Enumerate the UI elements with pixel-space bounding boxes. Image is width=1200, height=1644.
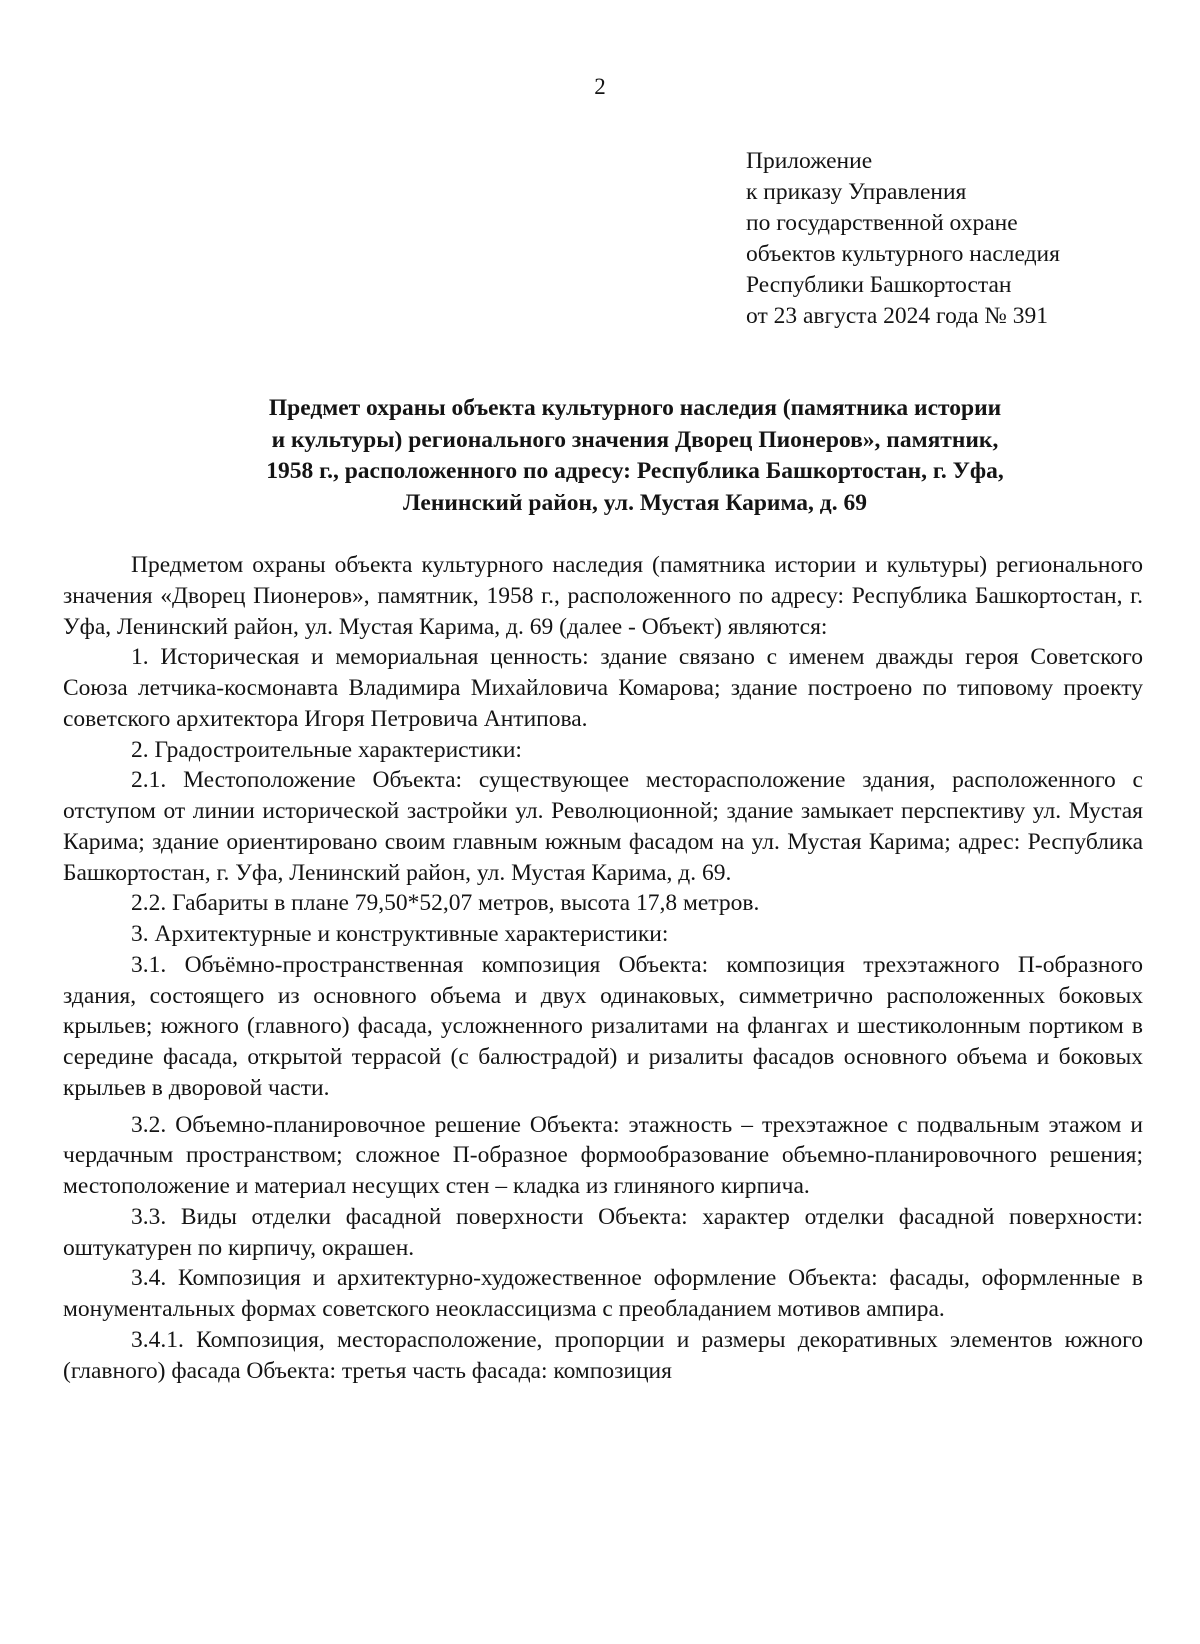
paragraph-2-1: 2.1. Местоположение Объекта: существующее месторасположение здания, расположенного с отступом от линии исторической застройки ул. Революционной; здание замыкает перспективу ул. Мустая Карима; здание ориентировано своим главным южным фасадом на ул. Мустая Карима; адрес: Республика Башкортостан, г. Уфа, Ленинский район, ул. Мустая Карима, д. 69. <box>63 767 1143 886</box>
document-title <box>150 393 1120 519</box>
appendix-line: от 23 августа 2024 года № 391 <box>746 303 1048 329</box>
paragraph-intro: Предметом охраны объекта культурного наследия (памятника истории и культуры) регионального значения «Дворец Пионеров», памятник, 1958 г., расположенного по адресу: Республика Башкортостан, г. Уфа, Ленинский район, ул. Мустая Карима, д. 69 (далее - Объект) являются: <box>63 552 1143 640</box>
page-number: 2 <box>594 74 606 99</box>
appendix-line: Приложение <box>746 148 873 174</box>
appendix-block <box>746 146 1166 332</box>
appendix-line: по государственной охране <box>746 210 1018 236</box>
paragraph-3-4: 3.4. Композиция и архитектурно-художественное оформление Объекта: фасады, оформленные в монументальных формах советского неоклассицизма с преобладанием мотивов ампира. <box>63 1265 1143 1322</box>
document-body <box>63 550 1143 1386</box>
appendix-line: Республики Башкортостан <box>746 272 1012 298</box>
title-line: и культуры) регионального значения Дворец Пионеров», памятник, <box>271 426 999 453</box>
appendix-line: объектов культурного наследия <box>746 241 1060 267</box>
title-line: 1958 г., расположенного по адресу: Республика Башкортостан, г. Уфа, <box>266 458 1004 484</box>
paragraph-3-3: 3.3. Виды отделки фасадной поверхности Объекта: характер отделки фасадной поверхности: оштукатурен по кирпичу, окрашен. <box>63 1203 1143 1261</box>
paragraph-3-2: 3.2. Объемно-планировочное решение Объекта: этажность – трехэтажное с подвальным этажом и чердачным пространством; сложное П-образное формообразование объемно-планировочного решения; местоположение и материал несущих стен – кладка из глиняного кирпича. <box>63 1111 1143 1199</box>
paragraph-3-4-1: 3.4.1. Композиция, месторасположение, пропорции и размеры декоративных элементов южного (главного) фасада Объекта: третья часть фасада: композиция <box>63 1326 1143 1384</box>
appendix-line: к приказу Управления <box>746 179 967 205</box>
paragraph-1: 1. Историческая и мемориальная ценность: здание связано с именем дважды героя Советского Союза летчика-космонавта Владимира Михайловича Комарова; здание построено по типовому проекту советского архитектора Игоря Петровича Антипова. <box>63 644 1143 732</box>
paragraph-3-1: 3.1. Объёмно-пространственная композиция Объекта: композиция трехэтажного П-образного здания, состоящего из основного объема и двух одинаковых, симметрично расположенных боковых крыльев; южного (главного) фасада, усложненного ризалитами на флангах и шестиколонным портиком в середине фасада, открытой террасой (с балюстрадой) и ризалиты фасадов основного объема и боковых крыльев в дворовой части. <box>63 951 1143 1101</box>
paragraph-2-2: 2.2. Габариты в плане 79,50*52,07 метров, высота 17,8 метров. <box>131 890 760 917</box>
title-line: Ленинский район, ул. Мустая Карима, д. 69 <box>403 489 867 516</box>
title-line: Предмет охраны объекта культурного наследия (памятника истории <box>268 395 1002 421</box>
paragraph-2: 2. Градостроительные характеристики: <box>131 736 522 763</box>
paragraph-3: 3. Архитектурные и конструктивные характеристики: <box>131 921 669 947</box>
